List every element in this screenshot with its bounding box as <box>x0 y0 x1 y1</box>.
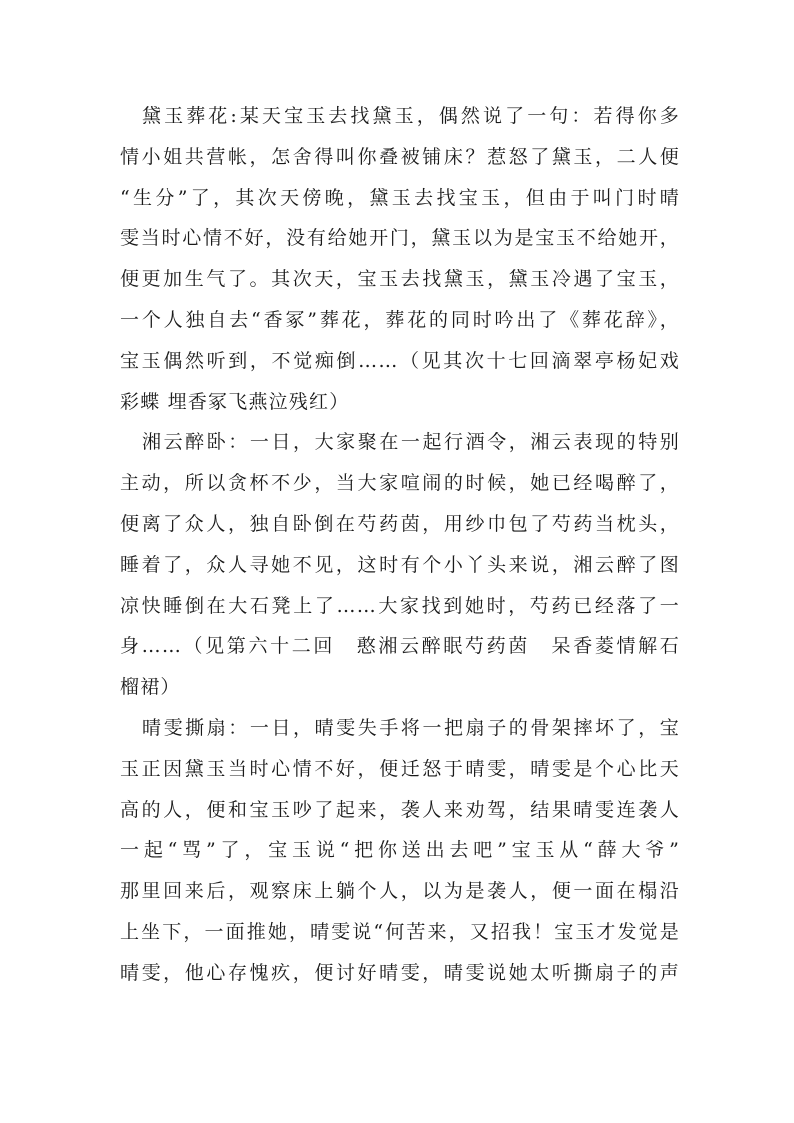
text-line: 晴雯撕扇：一日，晴雯失手将一把扇子的骨架摔坏了，宝 <box>142 716 680 739</box>
text-line: 宝玉偶然听到，不觉痴倒……（见其次十七回滴翠亭杨妃戏 <box>120 349 680 372</box>
text-line: 主动，所以贪杯不少，当大家喧闹的时候，她已经喝醉了， <box>120 472 680 495</box>
text-line: 上坐下，一面推她，晴雯说“何苦来，又招我！宝玉才发觉是 <box>120 920 680 943</box>
paragraph-xiangyun-drunk-sleeping <box>120 422 680 708</box>
text-line: 榴裙） <box>120 676 181 699</box>
text-line: 情小姐共营帐，怎舍得叫你叠被铺床？惹怒了黛玉，二人便 <box>120 145 680 168</box>
text-line: 彩蝶 埋香冢飞燕泣残红） <box>120 390 350 413</box>
text-line: 一个人独自去“香冢”葬花，葬花的同时吟出了《葬花辞》， <box>120 308 680 331</box>
text-line: 那里回来后，观察床上躺个人，以为是袭人，便一面在榻沿 <box>120 880 680 903</box>
text-line: 便离了众人，独自卧倒在芍药茵，用纱巾包了芍药当枕头， <box>120 512 680 535</box>
paragraph-qingwen-tearing-fans <box>120 708 680 994</box>
document-body <box>120 96 680 994</box>
text-line: 湘云醉卧：一日，大家聚在一起行酒令，湘云表现的特别 <box>142 431 680 454</box>
text-line: 高的人，便和宝玉吵了起来，袭人来劝驾，结果晴雯连袭人 <box>120 798 680 821</box>
text-line: 凉快睡倒在大石凳上了……大家找到她时，芍药已经落了一 <box>120 594 680 617</box>
text-line: 身……（见第六十二回 憨湘云醉眠芍药茵 呆香菱情解石 <box>120 635 680 658</box>
text-line: 玉正因黛玉当时心情不好，便迁怒于晴雯，晴雯是个心比天 <box>120 757 680 780</box>
text-line: 睡着了，众人寻她不见，这时有个小丫头来说，湘云醉了图 <box>120 553 680 576</box>
text-line: 晴雯，他心存愧疚，便讨好晴雯，晴雯说她太听撕扇子的声 <box>120 961 680 984</box>
text-line: 便更加生气了。其次天，宝玉去找黛玉，黛玉冷遇了宝玉， <box>120 268 680 291</box>
paragraph-daiyu-burying-flowers <box>120 96 680 422</box>
text-line: 雯当时心情不好，没有给她开门，黛玉以为是宝玉不给她开， <box>120 227 680 250</box>
text-line: “生分”了，其次天傍晚，黛玉去找宝玉，但由于叫门时晴 <box>120 186 680 209</box>
text-line: 一起“骂”了，宝玉说“把你送出去吧”宝玉从“薛大爷” <box>120 839 680 862</box>
text-line: 黛玉葬花:某天宝玉去找黛玉，偶然说了一句：若得你多 <box>142 105 680 127</box>
